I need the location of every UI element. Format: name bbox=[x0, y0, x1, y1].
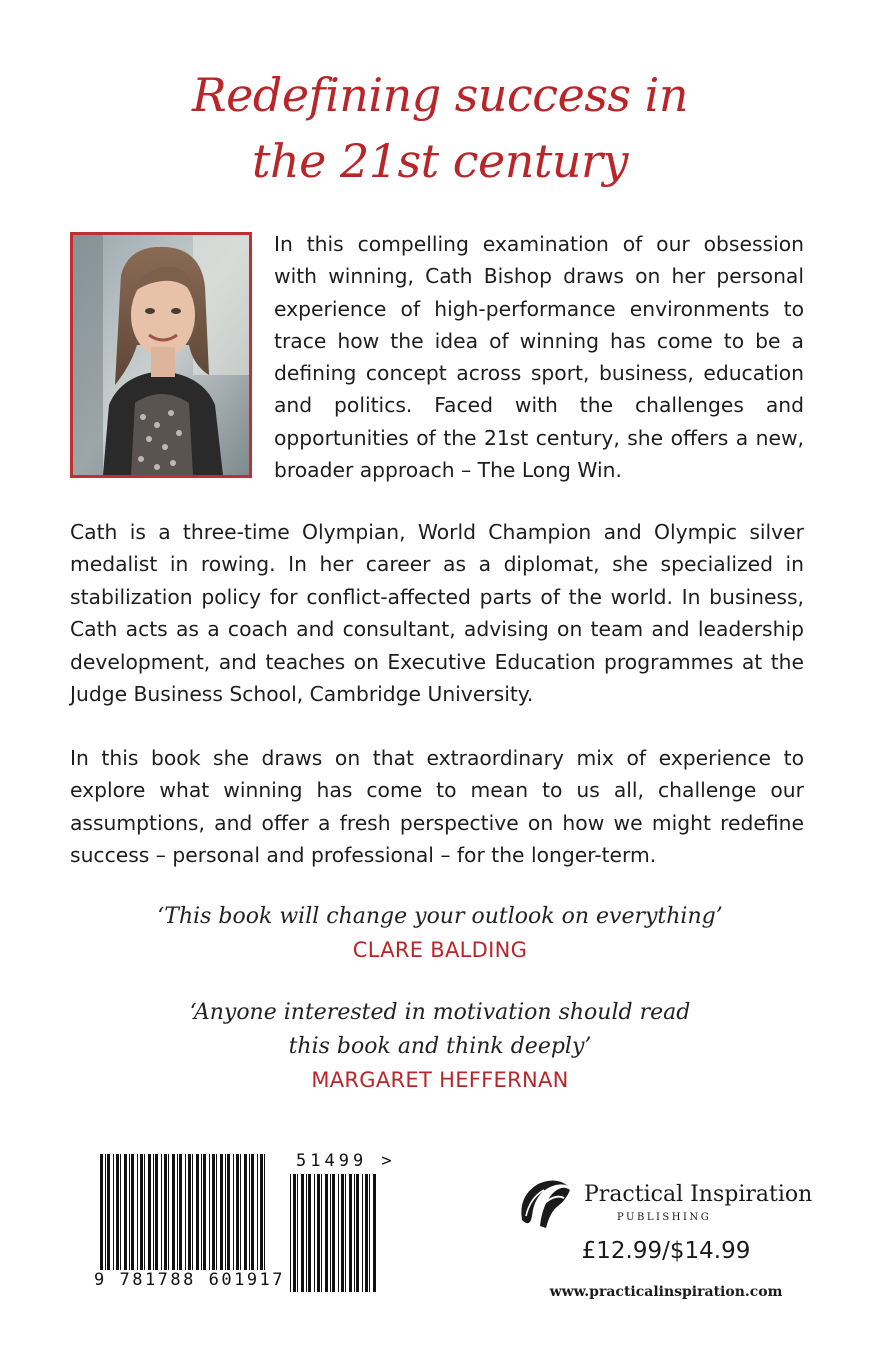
headline-line-1: Redefining success in bbox=[192, 68, 688, 122]
barcode-bar bbox=[264, 1154, 265, 1282]
barcode-bar bbox=[240, 1154, 241, 1282]
endorsement-1-line-1: ‘This book will change your outlook on everything’ bbox=[157, 904, 723, 929]
publisher-website: www.practicalinspiration.com bbox=[549, 1284, 783, 1300]
cover-headline bbox=[0, 62, 880, 194]
barcode-bar bbox=[100, 1154, 103, 1282]
barcode-bar bbox=[317, 1174, 320, 1292]
barcode-bar bbox=[129, 1154, 130, 1282]
barcode-bar bbox=[201, 1154, 202, 1282]
endorsement-2-line-1: ‘Anyone interested in motivation should read bbox=[189, 1000, 691, 1025]
barcode-bar bbox=[105, 1154, 106, 1282]
barcode-bar bbox=[164, 1154, 167, 1282]
endorsement-quote-2 bbox=[0, 996, 880, 1064]
intro-paragraph: In this compelling examination of our obsession with winning, Cath Bishop draws on her personal experience of high-performance environments to trace how the idea of winning has come to be a defining concept across sport, business, education and politics. Faced with the challenges and opportunities of the 21st century, she offers a new, broader approach – The Long Win. bbox=[274, 232, 804, 483]
barcode-bar bbox=[140, 1154, 143, 1282]
barcode-bar bbox=[362, 1174, 363, 1292]
barcode-bar bbox=[365, 1174, 368, 1292]
barcode-bar bbox=[373, 1174, 376, 1292]
barcode-bar bbox=[113, 1154, 114, 1282]
barcode-bar bbox=[153, 1154, 154, 1282]
barcode-bar bbox=[314, 1174, 315, 1292]
barcode-bar bbox=[290, 1174, 291, 1292]
barcode-bar bbox=[131, 1154, 134, 1282]
barcode-bar bbox=[356, 1174, 359, 1292]
barcode-bar bbox=[308, 1174, 311, 1292]
barcode-bar bbox=[330, 1174, 331, 1292]
barcode-bar bbox=[354, 1174, 355, 1292]
barcode-bar bbox=[233, 1154, 234, 1282]
barcode-bar bbox=[301, 1174, 304, 1292]
headline-line-2: the 21st century bbox=[252, 134, 628, 188]
barcode-bar bbox=[124, 1154, 127, 1282]
barcode-bar bbox=[220, 1154, 223, 1282]
barcode-bar bbox=[341, 1174, 344, 1292]
barcode-bar bbox=[116, 1154, 119, 1282]
barcode-bar bbox=[196, 1154, 199, 1282]
barcode-bar bbox=[177, 1154, 178, 1282]
author-portrait-image bbox=[73, 235, 249, 475]
barcode-bar bbox=[209, 1154, 210, 1282]
barcode-bar bbox=[203, 1154, 206, 1282]
barcode-bar bbox=[225, 1154, 226, 1282]
endorsement-author-1: CLARE BALDING bbox=[352, 938, 528, 962]
barcode-bar bbox=[144, 1154, 145, 1282]
barcode-bar bbox=[251, 1154, 254, 1282]
barcode-bar bbox=[321, 1174, 322, 1292]
barcode-bar bbox=[297, 1174, 298, 1292]
barcode-bar bbox=[188, 1154, 191, 1282]
barcode-bar bbox=[345, 1174, 346, 1292]
barcode-bar bbox=[338, 1174, 339, 1292]
barcode-bar bbox=[107, 1154, 110, 1282]
barcode-bar bbox=[212, 1154, 215, 1282]
barcode-bar bbox=[249, 1154, 250, 1282]
author-photo bbox=[70, 232, 252, 478]
barcode-bar bbox=[120, 1154, 121, 1282]
barcode-bar bbox=[137, 1154, 138, 1282]
barcode-bar bbox=[369, 1174, 370, 1292]
author-bio-paragraph: Cath is a three-time Olympian, World Champion and Olympic silver medalist in rowing. In her career as a diplomat, she specialized in stabilization policy for conflict-affected parts of the world. In business, Cath acts as a coach and consultant, advising on team and leadership development, and teaches on Executive Education programmes at the Judge Business School, Cambridge University. bbox=[70, 520, 804, 707]
barcode-bar bbox=[260, 1154, 263, 1282]
publisher-name: Practical Inspiration bbox=[584, 1182, 813, 1207]
book-description-paragraph: In this book she draws on that extraordinary mix of experience to explore what winning has come to mean to us all, challenge our assumptions, and offer a fresh perspective on how we might redefine success – personal and professional – for the longer-term. bbox=[70, 746, 804, 868]
barcode-bar bbox=[244, 1154, 247, 1282]
barcode-bar bbox=[293, 1174, 296, 1292]
barcode-bar bbox=[257, 1154, 258, 1282]
barcode-bar bbox=[148, 1154, 151, 1282]
barcode-bar bbox=[332, 1174, 335, 1292]
publisher-block bbox=[516, 1176, 816, 1236]
barcode-bar bbox=[168, 1154, 169, 1282]
pi-monogram-icon bbox=[516, 1176, 574, 1234]
barcode-bar bbox=[227, 1154, 230, 1282]
barcode-bar bbox=[325, 1174, 328, 1292]
barcode-bar bbox=[349, 1174, 352, 1292]
endorsement-quote-1 bbox=[0, 900, 880, 934]
price-label: £12.99/$14.99 bbox=[581, 1238, 751, 1264]
isbn-barcode bbox=[96, 1148, 396, 1298]
barcode-bar bbox=[172, 1154, 175, 1282]
barcode-bar bbox=[155, 1154, 158, 1282]
barcode-bar bbox=[185, 1154, 186, 1282]
endorsement-2-line-2: this book and think deeply’ bbox=[288, 1034, 592, 1059]
barcode-bar bbox=[216, 1154, 217, 1282]
barcode-bar bbox=[192, 1154, 193, 1282]
barcode-addon-digits: 51499 > bbox=[296, 1151, 396, 1171]
publisher-subtitle: PUBLISHING bbox=[617, 1212, 712, 1223]
barcode-bar bbox=[306, 1174, 307, 1292]
barcode-bar bbox=[179, 1154, 182, 1282]
barcode-bar bbox=[236, 1154, 239, 1282]
endorsement-author-2: MARGARET HEFFERNAN bbox=[311, 1068, 569, 1092]
barcode-bar bbox=[161, 1154, 162, 1282]
barcode-isbn-digits: 9 781788 601917 bbox=[94, 1270, 286, 1290]
